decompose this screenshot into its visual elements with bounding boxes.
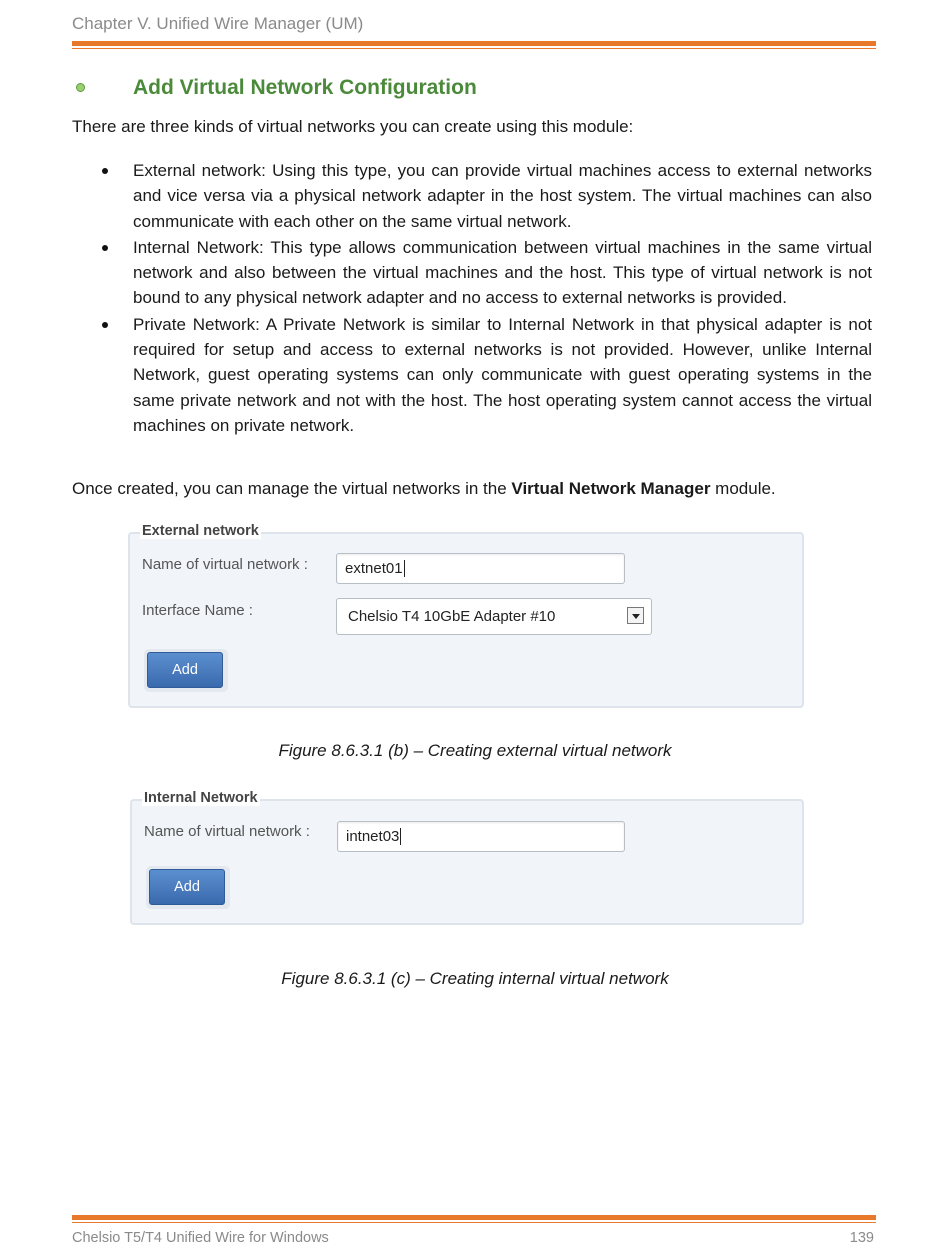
footer-title: Chelsio T5/T4 Unified Wire for Windows (72, 1230, 329, 1246)
figure-caption-c: Figure 8.6.3.1 (c) – Creating internal virtual network (281, 969, 669, 988)
ext-interface-label: Interface Name : (142, 602, 253, 619)
list-item-text: Internal Network: This type allows communication between virtual machines in the same virtual network and also between the virtual machines and the host. This type of virtual network is not bound to any physical network adapter and no access to external networks is provided. (133, 237, 872, 308)
internal-network-panel (130, 799, 804, 925)
page-number: 139 (849, 1230, 874, 1246)
header-rule (72, 41, 876, 49)
list-item-text: External network: Using this type, you can provide virtual machines access to external networks and vice versa via a physical network adapter in the host system. The virtual machines can also communicate with each other on the same virtual network. (133, 161, 872, 231)
text-caret (400, 828, 401, 845)
int-name-input[interactable]: intnet03 (337, 821, 625, 852)
ext-add-button-frame (144, 649, 228, 692)
list-item (0, 312, 872, 438)
section-bullet-icon (76, 83, 85, 92)
ext-name-label: Name of virtual network : (142, 556, 308, 573)
bullet-icon (102, 245, 108, 251)
external-network-legend: External network (142, 523, 259, 539)
int-name-label: Name of virtual network : (144, 823, 310, 840)
footer-rule (72, 1215, 876, 1223)
ext-name-input[interactable]: extnet01 (336, 553, 625, 584)
module-name: Virtual Network Manager (511, 479, 711, 498)
internal-network-legend: Internal Network (144, 790, 258, 806)
intro-paragraph: There are three kinds of virtual networks you can create using this module: (72, 117, 634, 136)
list-item-text: Private Network: A Private Network is similar to Internal Network in that physical adapter is not required for setup and access to external networks is not provided. However, unlike Internal Network, guest operating systems can only communicate with guest operating systems in the same private network and not with the host. The host operating system cannot access the virtual machines on private network. (133, 314, 872, 435)
ext-add-button[interactable]: Add (147, 652, 223, 688)
int-add-button[interactable]: Add (149, 869, 225, 905)
interface-select[interactable]: Chelsio T4 10GbE Adapter #10 (336, 598, 652, 635)
bullet-icon (102, 168, 108, 174)
figure-caption-b: Figure 8.6.3.1 (b) – Creating external virtual network (278, 741, 672, 760)
list-item (0, 158, 872, 234)
list-item (0, 235, 872, 311)
chevron-down-icon[interactable] (627, 607, 644, 624)
network-kinds-list (0, 158, 950, 439)
section-title: Add Virtual Network Configuration (133, 76, 477, 99)
int-add-button-frame (146, 866, 230, 909)
outro-paragraph: Once created, you can manage the virtual networks in the Virtual Network Manager module. (72, 479, 776, 498)
text-caret (404, 560, 405, 577)
chapter-title: Chapter V. Unified Wire Manager (UM) (72, 14, 364, 33)
bullet-icon (102, 322, 108, 328)
